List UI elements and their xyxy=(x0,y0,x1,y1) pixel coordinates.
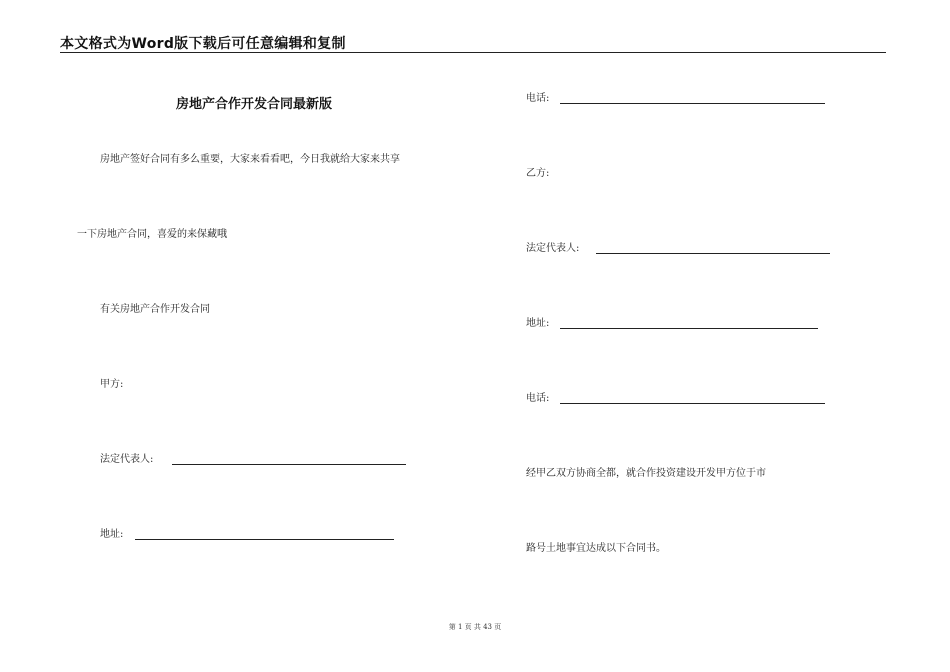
party-a-legal-rep-blank xyxy=(172,464,406,465)
party-a-phone-blank xyxy=(560,103,825,104)
document-title: 房地产合作开发合同最新版 xyxy=(176,97,333,112)
party-a-address-label: 地址: xyxy=(100,529,124,540)
party-b-address-label: 地址: xyxy=(526,318,550,329)
party-a-legal-rep-label: 法定代表人: xyxy=(100,454,154,465)
subheading: 有关房地产合作开发合同 xyxy=(100,304,210,315)
party-b-legal-rep-blank xyxy=(596,253,830,254)
party-a-address-blank xyxy=(135,539,394,540)
header-divider xyxy=(60,52,886,53)
party-b-legal-rep-label: 法定代表人: xyxy=(526,243,580,254)
party-b-phone-blank xyxy=(560,403,825,404)
party-b-phone-label: 电话: xyxy=(526,393,550,404)
agreement-line-1: 经甲乙双方协商全都，就合作投资建设开发甲方位于市 xyxy=(526,468,766,479)
header-note: 本文格式为Word版下载后可任意编辑和复制 xyxy=(60,36,346,52)
party-a-label: 甲方: xyxy=(100,379,124,390)
page-indicator: 第 1 页 共 43 页 xyxy=(448,623,502,631)
party-a-phone-label: 电话: xyxy=(526,93,550,104)
intro-line-2: 一下房地产合同，喜爱的来保藏哦 xyxy=(77,229,227,240)
party-b-address-blank xyxy=(560,328,818,329)
intro-line-1: 房地产签好合同有多么重要，大家来看看吧，今日我就给大家来共享 xyxy=(100,154,400,165)
agreement-line-2: 路号土地事宜达成以下合同书。 xyxy=(526,543,666,554)
party-b-label: 乙方: xyxy=(526,168,550,179)
